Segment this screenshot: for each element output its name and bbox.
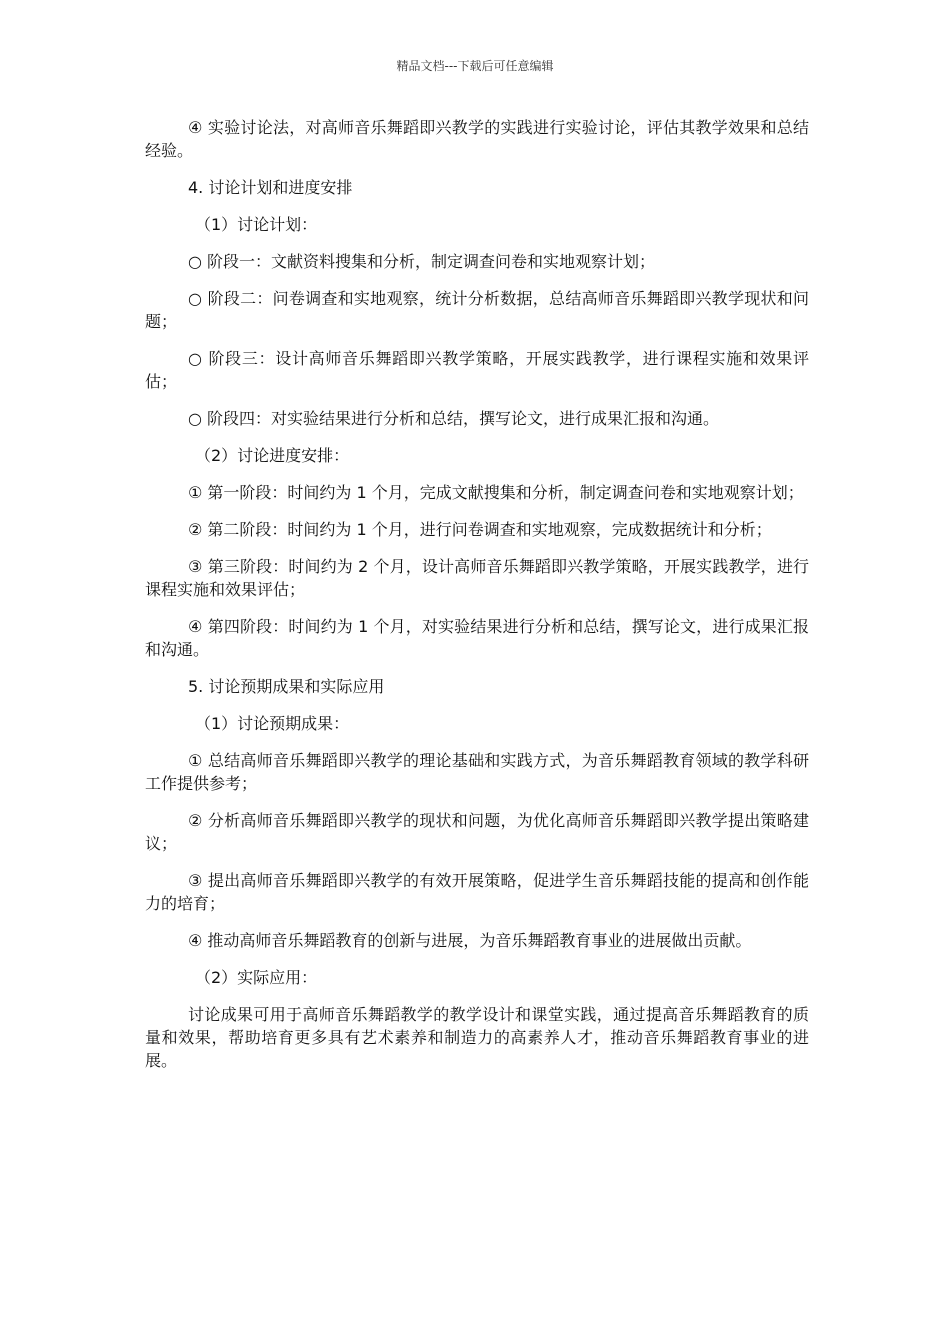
body-paragraph: ① 第一阶段：时间约为 1 个月，完成文献搜集和分析，制定调查问卷和实地观察计划；	[188, 483, 804, 502]
body-paragraph: ① 总结高师音乐舞蹈即兴教学的理论基础和实践方式，为音乐舞蹈教育领域的教学科研工作提供参考；	[145, 751, 809, 793]
subheading-paragraph: （1）讨论计划：	[195, 215, 318, 234]
subheading-paragraph: （2）实际应用：	[195, 968, 318, 987]
body-paragraph: ④ 实验讨论法，对高师音乐舞蹈即兴教学的实践进行实验讨论，评估其教学效果和总结经验。	[145, 118, 809, 160]
body-paragraph: ○ 阶段一：文献资料搜集和分析，制定调查问卷和实地观察计划；	[188, 252, 656, 271]
body-paragraph: 4. 讨论计划和进度安排	[188, 178, 353, 197]
body-paragraph: 讨论成果可用于高师音乐舞蹈教学的教学设计和课堂实践，通过提高音乐舞蹈教育的质量和效果，帮助培育更多具有艺术素养和制造力的高素养人才，推动音乐舞蹈教育事业的进展。	[145, 1005, 809, 1070]
document-body	[145, 116, 809, 1086]
body-paragraph: ○ 阶段四：对实验结果进行分析和总结，撰写论文，进行成果汇报和沟通。	[188, 409, 720, 428]
body-paragraph: ○ 阶段二：问卷调查和实地观察，统计分析数据，总结高师音乐舞蹈即兴教学现状和问题；	[145, 289, 809, 331]
subheading-paragraph: （2）讨论进度安排：	[195, 446, 350, 465]
body-paragraph: 5. 讨论预期成果和实际应用	[188, 677, 385, 696]
body-paragraph: ③ 提出高师音乐舞蹈即兴教学的有效开展策略，促进学生音乐舞蹈技能的提高和创作能力的培育；	[145, 871, 809, 913]
body-paragraph: ② 第二阶段：时间约为 1 个月，进行问卷调查和实地观察，完成数据统计和分析；	[188, 520, 772, 539]
body-paragraph: ② 分析高师音乐舞蹈即兴教学的现状和问题，为优化高师音乐舞蹈即兴教学提出策略建议；	[145, 811, 809, 853]
body-paragraph: ○ 阶段三：设计高师音乐舞蹈即兴教学策略，开展实践教学，进行课程实施和效果评估；	[145, 349, 809, 391]
body-paragraph: ④ 推动高师音乐舞蹈教育的创新与进展，为音乐舞蹈教育事业的进展做出贡献。	[188, 931, 752, 950]
page-header: 精品文档---下载后可任意编辑	[396, 59, 554, 73]
body-paragraph: ④ 第四阶段：时间约为 1 个月，对实验结果进行分析和总结，撰写论文，进行成果汇报和沟通。	[145, 617, 809, 659]
body-paragraph: ③ 第三阶段：时间约为 2 个月，设计高师音乐舞蹈即兴教学策略，开展实践教学，进行课程实施和效果评估；	[145, 557, 809, 599]
subheading-paragraph: （1）讨论预期成果：	[195, 714, 350, 733]
